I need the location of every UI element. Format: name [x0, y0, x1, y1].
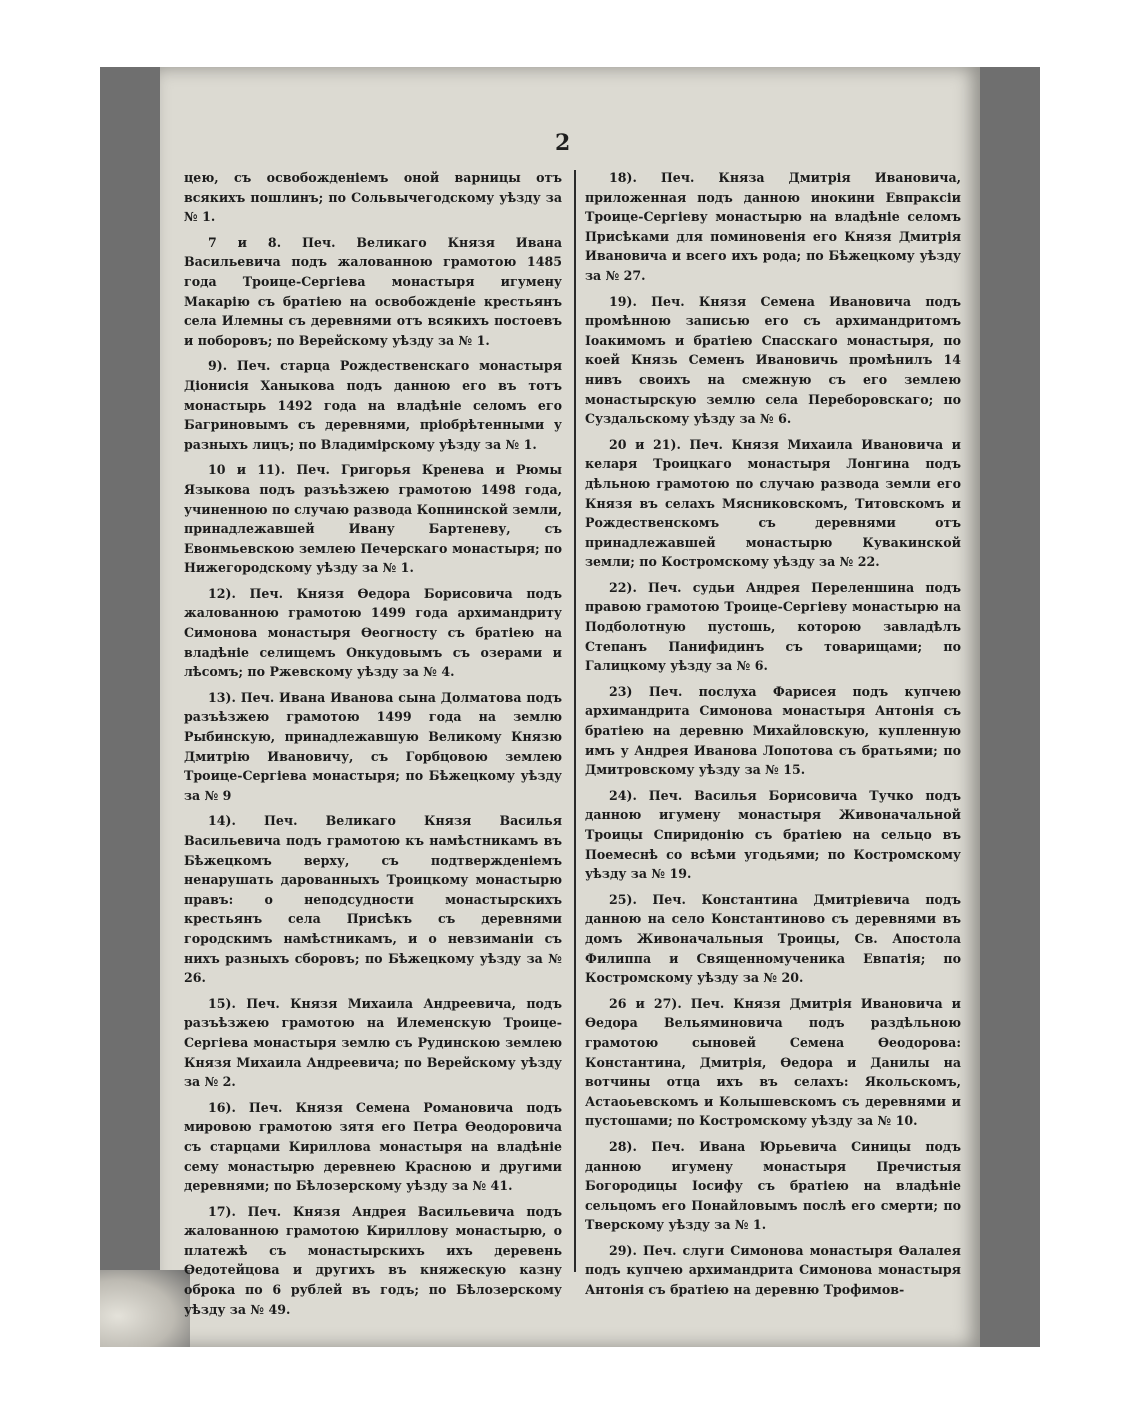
- page-edge-shadow: [100, 1270, 190, 1347]
- paragraph: 13). Печ. Ивана Иванова сына Долматова подъ разъѣзжею грамотою 1499 года на землю Рыбинскую, принадлежавшую Великому Князю Дмитрію Ивановичу, съ Горбцовою землею Троице-Сергіева монастыря; по Бѣжецкому уѣзду за № 9: [184, 689, 562, 803]
- paragraph: 20 и 21). Печ. Князя Михаила Ивановича и келаря Троицкаго монастыря Лонгина подъ дѣльною грамотою по случаю развода земли его Князя въ селахъ Мясниковскомъ, Титовскомъ и Рождественскомъ съ деревнями отъ принадлежавшей монастырю Кувакинской земли; по Костромскому уѣзду за № 22.: [585, 436, 961, 570]
- paragraph: 23) Печ. послуха Фарисея подъ купчею архимандрита Симонова монастыря Антонія съ братіею на деревню Михайловскую, купленную имъ у Андрея Иванова Лопотова съ братьями; по Дмитровскому уѣзду за № 15.: [585, 683, 961, 778]
- column-divider: [574, 170, 576, 1272]
- paragraph: 29). Печ. слуги Симонова монастыря Өалалея подъ купчею архимандрита Симонова монастыря Антонія съ братіею на деревню Трофимов-: [585, 1242, 961, 1298]
- right-column: [585, 168, 961, 1306]
- paragraph: 7 и 8. Печ. Великаго Князя Ивана Васильевича подъ жалованною грамотою 1485 года Троице-Сергіева монастыря игумену Макарію съ братіею на освобожденіе крестьянъ села Илемны съ деревнями отъ всякихъ постоевъ и поборовъ; по Верейскому уѣзду за № 1.: [184, 234, 562, 348]
- paragraph: 18). Печ. Княза Дмитрія Ивановича, приложенная подъ данною инокини Евпраксіи Троице-Сергіеву монастырю на владѣніе селомъ Присѣками для поминовенія его Князя Дмитрія Ивановича и всего ихъ рода; по Бѣжецкому уѣзду за № 27.: [585, 170, 961, 283]
- paragraph: 14). Печ. Великаго Князя Василья Васильевича подъ грамотою къ намѣстникамъ въ Бѣжецкомъ верху, съ подтвержденіемъ ненарушать дарованныхъ Троицкому монастырю правъ: о неподсудности монастырскихъ крестьянъ села Присѣкъ съ деревнями городскимъ намѣстникамъ, и о невзиманіи съ нихъ разныхъ сборовъ; по Бѣжецкому уѣзду за № 26.: [184, 813, 562, 986]
- paragraph: 12). Печ. Князя Өедора Борисовича подъ жалованною грамотою 1499 года архимандриту Симонова монастыря Өеогносту съ братіею на владѣніе селищемъ Онкудовымъ съ озерами и лѣсомъ; по Ржевскому уѣзду за № 4.: [184, 585, 562, 680]
- paragraph: 17). Печ. Князя Андрея Васильевича подъ жалованною грамотою Кириллову монастырю, о платежѣ съ монастырскихъ ихъ деревень Өедотейцова и другихъ въ княжескую казну оброка по 6 рублей въ годъ; по Бѣлозерскому уѣзду за № 49.: [184, 1203, 562, 1317]
- paragraph: 19). Печ. Князя Семена Ивановича подъ промѣнною записью его съ архимандритомъ Іоакимомъ и братіею Спасскаго монастыря, по коей Князь Семенъ Ивановичь промѣнилъ 14 нивъ своихъ на смежную съ его землею монастырскую землю села Переборовскаго; по Суздальскому уѣзду за № 6.: [585, 293, 961, 427]
- paragraph: 25). Печ. Константина Дмитріевича подъ данною на село Константиново съ деревнями въ домъ Живоначальныя Троицы, Св. Апостола Филиппа и Священномученика Евпатія; по Костромскому уѣзду за № 20.: [585, 891, 961, 986]
- paragraph: 28). Печ. Ивана Юрьевича Синицы подъ данною игумену монастыря Пречистыя Богородицы Іосифу съ братіею на владѣніе сельцомъ его Понайловымъ послѣ его смерти; по Тверскому уѣзду за № 1.: [585, 1138, 961, 1233]
- paragraph: 22). Печ. судьи Андрея Переленшина подъ правою грамотою Троице-Сергіеву монастырю на Подболотную пустошь, которою завладѣлъ Степанъ Панифидинъ съ товарищами; по Галицкому уѣзду за № 6.: [585, 579, 961, 674]
- paragraph: 15). Печ. Князя Михаила Андреевича, подъ разъѣзжею грамотою на Илеменскую Троице-Сергіева монастыря землю съ Рудинскою землею Князя Михаила Андреевича; по Верейскому уѣзду за № 2.: [184, 995, 562, 1090]
- left-column: [184, 168, 562, 1325]
- paragraph: цею, съ освобожденіемъ оной варницы отъ всякихъ пошлинъ; по Сольвычегодскому уѣзду за № 1.: [184, 170, 562, 225]
- paragraph: 10 и 11). Печ. Григорья Кренева и Рюмы Языкова подъ разъѣзжею грамотою 1498 года, учиненною по случаю развода Копнинской земли, принадлежавшей Ивану Бартеневу, съ Евонмьевскою землею Печерскаго монастыря; по Нижегородскому уѣзду за № 1.: [184, 462, 562, 576]
- paragraph: 26 и 27). Печ. Князя Дмитрія Ивановича и Өедора Вельяминовича подъ раздѣльною грамотою сыновей Семена Өеодорова: Константина, Дмитрія, Өедора и Данилы на вотчины отца ихъ въ селахъ: Якольскомъ, Астаоьевскомъ и Колышевскомъ съ деревнями и пустошами; по Костромскому уѣзду за № 10.: [585, 995, 961, 1129]
- page-number: 2: [555, 130, 571, 156]
- paragraph: 24). Печ. Василья Борисовича Тучко подъ данною игумену монастыря Живоначальной Троицы Спиридонію съ братіею на сельцо въ Поемеснѣ со всѣми угодьями; по Костромскому уѣзду за № 19.: [585, 787, 961, 882]
- paragraph: 9). Печ. старца Рождественскаго монастыря Діонисія Ханыкова подъ данною его въ тотъ монастырь 1492 года на владѣніе селомъ его Багриновымъ съ деревнями, пріобрѣтенными у разныхъ лицъ; по Владимірскому уѣзду за № 1.: [184, 358, 562, 452]
- paragraph: 16). Печ. Князя Семена Романовича подъ мировою грамотою зятя его Петра Өеодоровича съ старцами Кириллова монастыря на владѣніе сему монастырю деревнею Красною и другими деревнями; по Бѣлозерскому уѣзду за № 41.: [184, 1099, 562, 1194]
